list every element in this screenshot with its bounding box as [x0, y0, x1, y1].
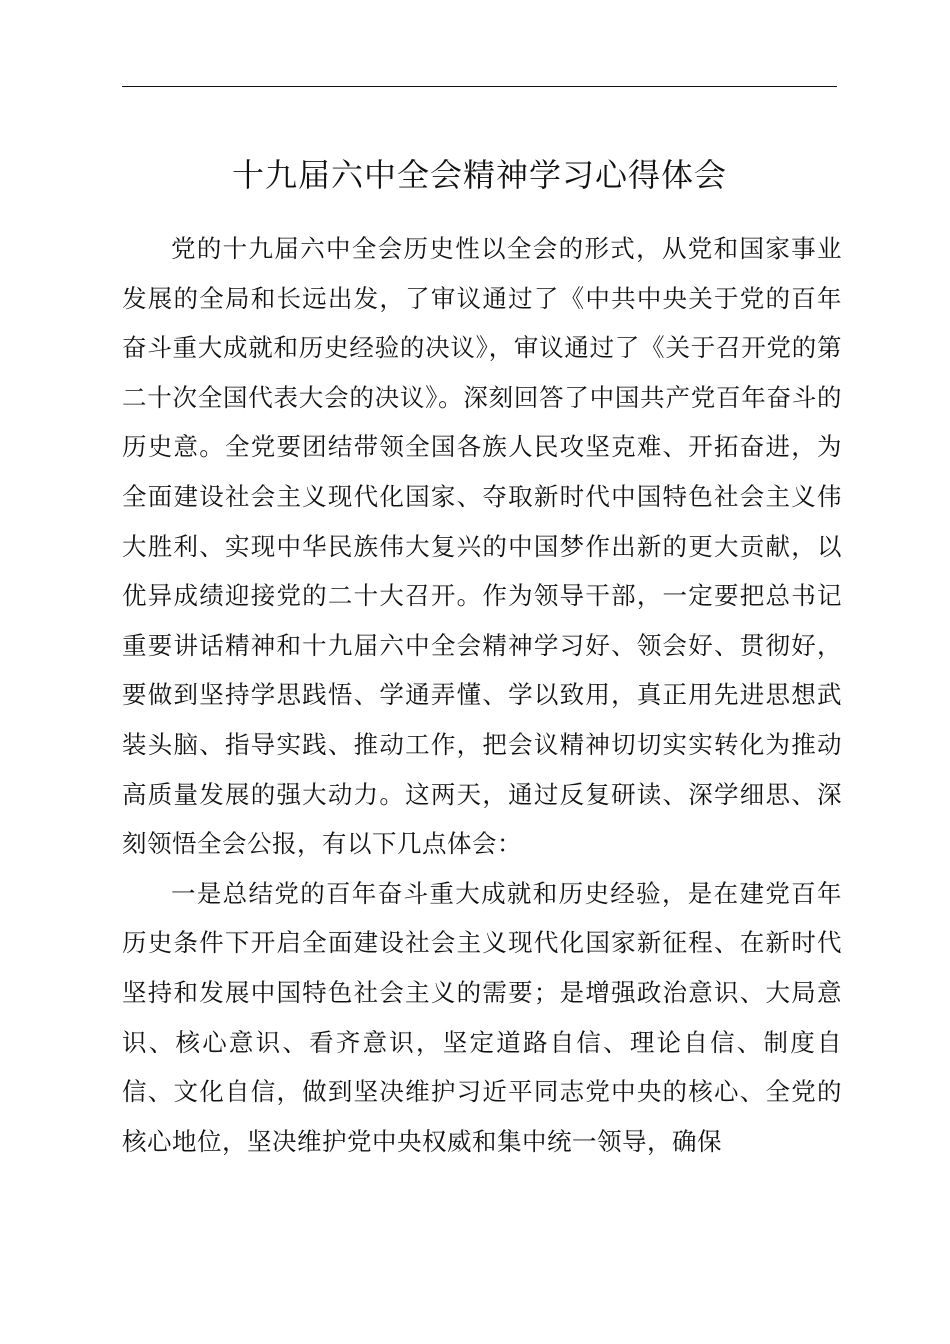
body-paragraph-2: 一是总结党的百年奋斗重大成就和历史经验，是在建党百年历史条件下开启全面建设社会主义现代化国家新征程、在新时代坚持和发展中国特色社会主义的需要；是增强政治意识、大局意识、核心意识、看齐意识，坚定道路自信、理论自信、制度自信、文化自信，做到坚决维护习近平同志党中央的核心、全党的核心地位，坚决维护党中央权威和集中统一领导，确保 [122, 878, 842, 1156]
document-body [122, 224, 842, 1166]
body-paragraph-1: 党的十九届六中全会历史性以全会的形式，从党和国家事业发展的全局和长远出发，了审议通过了《中共中央关于党的百年奋斗重大成就和历史经验的决议》，审议通过了《关于召开党的第二十次全国代表大会的决议》。深刻回答了中国共产党百年奋斗的历史意。全党要团结带领全国各族人民攻坚克难、开拓奋进，为全面建设社会主义现代化国家、夺取新时代中国特色社会主义伟大胜利、实现中华民族伟大复兴的中国梦作出新的更大贡献，以优异成绩迎接党的二十大召开。作为领导干部，一定要把总书记重要讲话精神和十九届六中全会精神学习好、领会好、贯彻好，要做到坚持学思践悟、学通弄懂、学以致用，真正用先进思想武装头脑、指导实践、推动工作，把会议精神切切实实转化为推动高质量发展的强大动力。这两天，通过反复研读、深学细思、深刻领悟全会公报，有以下几点体会： [122, 234, 842, 859]
header-rule [122, 86, 837, 87]
document-title: 十九届六中全会精神学习心得体会 [231, 156, 727, 194]
